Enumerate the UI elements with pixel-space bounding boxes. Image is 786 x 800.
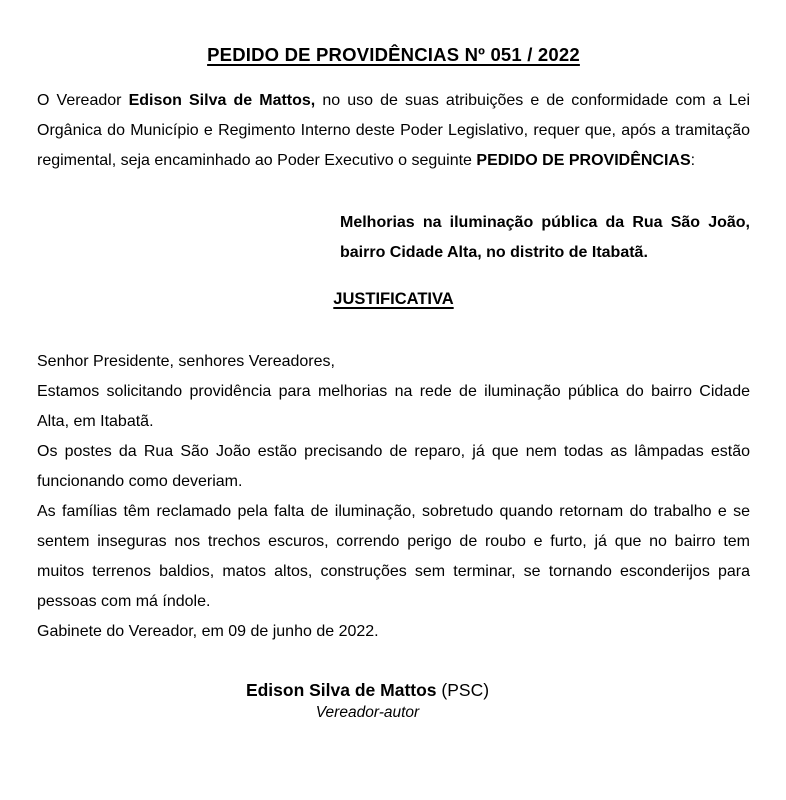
body-paragraph-poles: Os postes da Rua São João estão precisando de reparo, já que nem todas as lâmpadas estão funcionando como deveriam. (37, 443, 750, 490)
document-title-text: PEDIDO DE PROVIDÊNCIAS Nº 051 / 2022 (207, 44, 580, 65)
request-block: Melhorias na iluminação pública da Rua São João, bairro Cidade Alta, no distrito de Itabatã. (340, 214, 750, 261)
intro-author-name: Edison Silva de Mattos, (128, 92, 316, 109)
intro-pre-text: O Vereador (37, 92, 129, 109)
signature-name-line (11, 679, 724, 702)
justification-body (37, 347, 750, 647)
signature-block (11, 679, 724, 723)
intro-suffix-text: : (690, 152, 696, 169)
signature-role: Vereador-autor (315, 704, 420, 721)
body-paragraph-salutation: Senhor Presidente, senhores Vereadores, (37, 353, 335, 370)
body-paragraph-families: As famílias têm reclamado pela falta de iluminação, sobretudo quando retornam do trabalho e se sentem inseguras nos trechos escuros, correndo perigo de roubo e furto, já que no bairro tem muitos terrenos baldios, matos altos, construções sem terminar, se tornando esconderijos para pessoas com má índole. (37, 503, 750, 610)
document-title (37, 44, 750, 66)
justification-heading-text: JUSTIFICATIVA (333, 290, 454, 308)
signature-party: (PSC) (436, 680, 490, 700)
justification-heading (37, 284, 750, 314)
intro-emphasis-text: PEDIDO DE PROVIDÊNCIAS (476, 152, 691, 169)
body-paragraph-date-line: Gabinete do Vereador, em 09 de junho de 2022. (37, 623, 379, 640)
body-paragraph-request-summary: Estamos solicitando providência para melhorias na rede de iluminação pública do bairro Cidade Alta, em Itabatã. (37, 383, 750, 430)
intro-mid-text: no uso de suas atribuições e de conformidade com a Lei Orgânica do Município e Regimento Interno deste Poder Legislativo, requer que, após a tramitação regimental, seja encaminhado ao Poder Executivo o seguinte (37, 92, 751, 169)
signature-author-name: Edison Silva de Mattos (245, 680, 437, 700)
intro-paragraph (37, 86, 750, 176)
